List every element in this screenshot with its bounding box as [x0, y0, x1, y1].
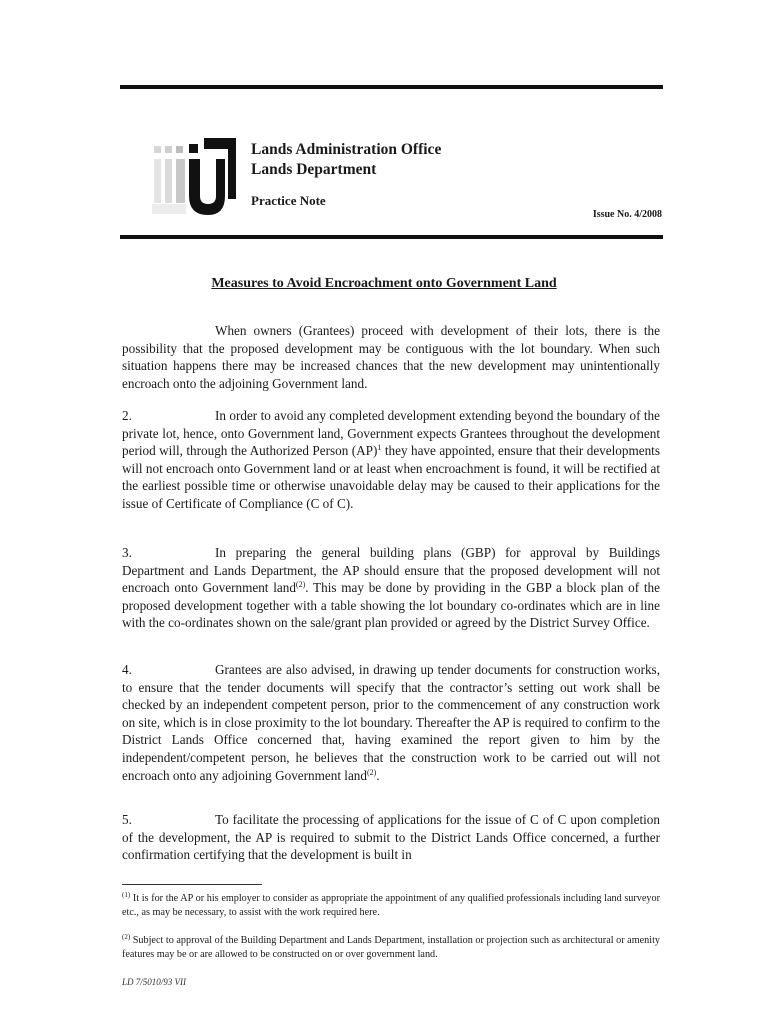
lands-department-logo-icon	[152, 138, 242, 220]
footnote-2-mark: (2)	[122, 933, 131, 941]
issue-number: Issue No. 4/2008	[592, 209, 662, 220]
paragraph-3-text: In preparing the general building plans (GBP) for approval by Buildings Department and Lands Department, the AP should ensure that the proposed development will not encroach onto Government land	[122, 545, 660, 596]
document-type: Practice Note	[251, 193, 326, 208]
paragraph-4-text: Grantees are also advised, in drawing up tender documents for construction works, to ensure that the tender documents will specify that the contractor’s setting out work shall be checked by an independent competent person, prior to the commencement of any construction work on site, which is in close proximity to the lot boundary. Thereafter the AP is required to confirm to the District Lands Office concerned that, having examined the report given to him by the independent/competent person, he believes that the construction work to be carried out will not encroach onto any adjoining Government land	[122, 662, 660, 783]
paragraph-3-number: 3.	[122, 545, 132, 560]
footnote-1-text: It is for the AP or his employer to consider as appropriate the appointment of any qualified professionals including land surveyor etc., as may be necessary, to assist with the work required here.	[122, 893, 660, 919]
form-code: LD 7/5010/93 VII	[122, 977, 186, 987]
paragraph-3	[122, 544, 660, 632]
paragraph-2-number: 2.	[122, 408, 132, 423]
header-bottom-rule	[120, 235, 663, 239]
document-title: Measures to Avoid Encroachment onto Government Land	[211, 276, 557, 291]
office-name: Lands Administration Office	[251, 141, 442, 158]
paragraph-4	[122, 661, 660, 784]
paragraph-2-text: In order to avoid any completed development extending beyond the boundary of the private lot, hence, onto Government land, Government expects Grantees throughout the development period will, through the Authorized Person (AP)	[122, 408, 660, 459]
paragraph-1-text: When owners (Grantees) proceed with development of their lots, there is the possibility that the proposed development may be contiguous with the lot boundary. When such situation happens there may be increased chances that the new development may unintentionally encroach onto the adjoining Government land.	[122, 323, 660, 391]
footnote-ref-1: 1	[377, 443, 382, 453]
header-top-rule	[120, 85, 663, 89]
paragraph-1	[122, 322, 660, 392]
footnote-1	[122, 892, 660, 920]
paragraph-5-text: To facilitate the processing of applications for the issue of C of C upon completion of the development, the AP is required to submit to the District Lands Office concerned, a further confirmation certifying that the development is built in	[122, 812, 660, 863]
paragraph-5	[122, 811, 660, 864]
paragraph-5-number: 5.	[122, 812, 132, 827]
footnote-1-mark: (1)	[122, 891, 131, 899]
footnote-2-text: Subject to approval of the Building Department and Lands Department, installation or projection such as architectural or amenity features may be or are allowed to be constructed on or over government land.	[122, 935, 660, 961]
footnote-2	[122, 934, 660, 962]
footnote-ref-2: (2)	[295, 580, 306, 590]
paragraph-4-text-cont: .	[376, 767, 380, 783]
paragraph-2	[122, 407, 660, 513]
footnote-separator	[122, 884, 262, 885]
department-name: Lands Department	[251, 161, 377, 178]
footnote-ref-2b: (2)	[367, 767, 377, 777]
paragraph-4-number: 4.	[122, 662, 132, 677]
paragraph-3-text-cont: . This may be done by providing in the GBP a block plan of the proposed development together with a table showing the lot boundary co-ordinates which are in line with the co-ordinates shown on the sale/grant plan provided or agreed by the District Survey Office.	[122, 580, 661, 631]
paragraph-2-text-cont: they have appointed, ensure that their developments will not encroach onto Government land or at least when encroachment is found, it will be rectified at the earliest possible time or otherwise unavoidable delay may be caused to their applications for the issue of Certificate of Compliance (C of C).	[122, 443, 660, 511]
